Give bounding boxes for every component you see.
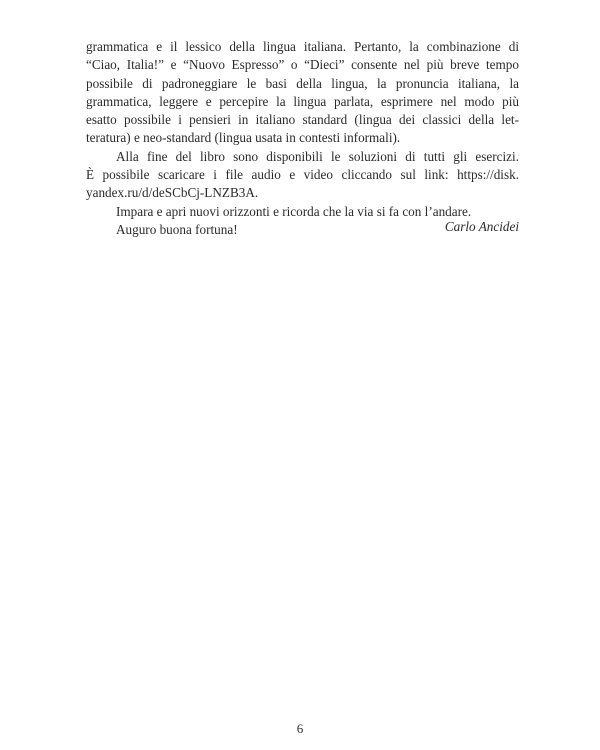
paragraph-1-line-3: possibile di padroneggiare le basi della lingua, la pronuncia italiana, la xyxy=(86,75,519,91)
paragraph-1-line-5: esatto possibile i pensieri in italiano standard (lingua dei classici della let- xyxy=(86,112,519,128)
page-number: 6 xyxy=(296,721,304,736)
paragraph-3-line-1: Impara e apri nuovi orizzonti e ricorda che la via si fa con l’andare. xyxy=(116,203,472,219)
paragraph-1-line-6: teratura) e neo-standard (lingua usata in contesti informali). xyxy=(86,130,401,146)
paragraph-2-line-3: yandex.ru/d/deSCbCj-LNZB3A. xyxy=(86,185,259,201)
paragraph-4-line-1: Auguro buona fortuna! xyxy=(116,221,238,237)
paragraph-2-line-2: È possibile scaricare i file audio e video cliccando sul link: https://disk. xyxy=(86,167,519,183)
paragraph-2-line-1: Alla fine del libro sono disponibili le soluzioni di tutti gli esercizi. xyxy=(116,148,519,164)
body-text xyxy=(86,38,519,239)
paragraph-1-line-1: grammatica e il lessico della lingua italiana. Pertanto, la combinazione di xyxy=(86,39,519,54)
paragraph-1-line-2: “Ciao, Italia!” e “Nuovo Espresso” o “Dieci” consente nel più breve tempo xyxy=(86,57,519,73)
paragraph-1-line-4: grammatica, leggere e percepire la lingua parlata, esprimere nel modo più xyxy=(86,93,519,109)
author-signature: Carlo Ancidei xyxy=(444,219,519,234)
